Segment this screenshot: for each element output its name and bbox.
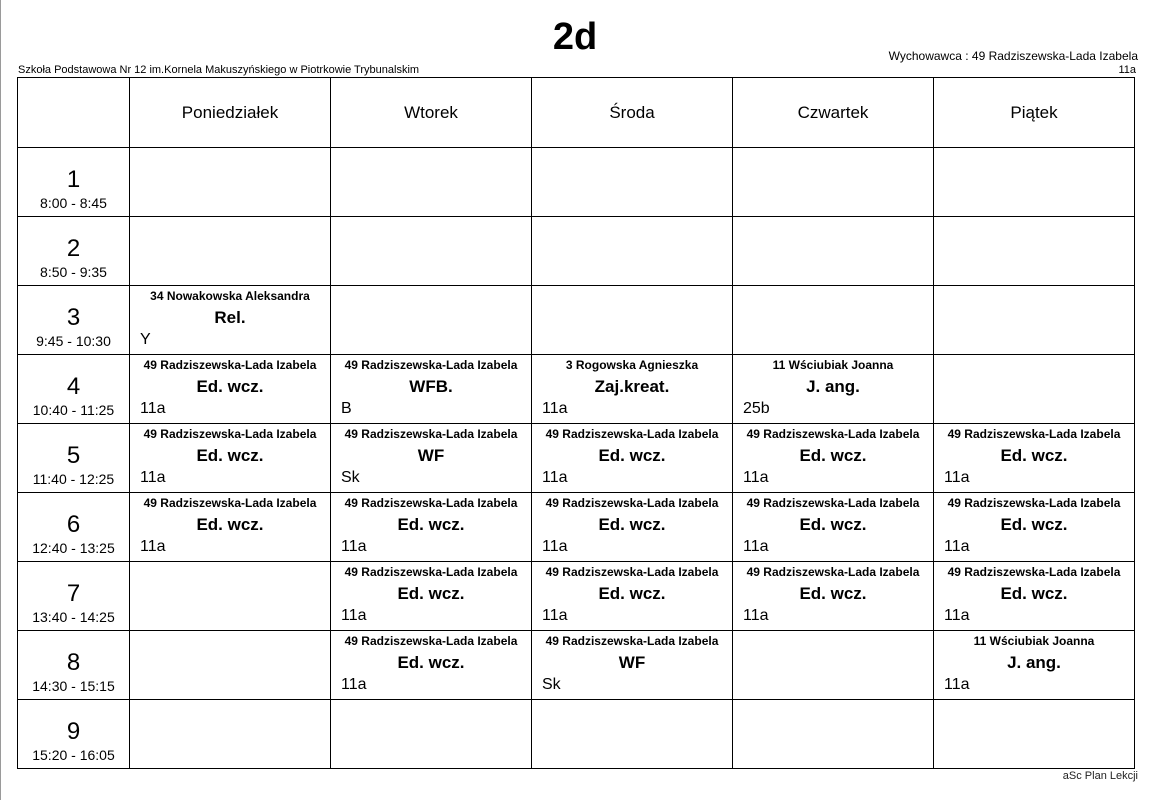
lesson-room: 11a (944, 676, 970, 693)
lesson-subject: Rel. (214, 308, 246, 327)
lesson-subject: Ed. wcz. (1000, 584, 1068, 603)
lesson-cell (331, 355, 532, 424)
lesson-room: 25b (743, 400, 770, 417)
lesson-cell-inner (331, 424, 531, 492)
lesson-cell-inner (934, 148, 1134, 216)
lesson-cell-inner (934, 562, 1134, 630)
period-cell-inner (18, 631, 129, 699)
period-cell (18, 286, 130, 355)
lesson-subject: Ed. wcz. (196, 377, 264, 396)
lesson-cell (130, 562, 331, 631)
lesson-cell (331, 631, 532, 700)
lesson-cell (934, 286, 1135, 355)
lesson-teacher: 49 Radziszewska-Lada Izabela (746, 427, 920, 441)
lesson-cell (532, 424, 733, 493)
lesson-teacher: 49 Radziszewska-Lada Izabela (947, 565, 1121, 579)
period-time: 10:40 - 11:25 (32, 402, 115, 418)
lesson-subject: Ed. wcz. (598, 584, 666, 603)
period-cell (18, 424, 130, 493)
lesson-cell-inner (532, 355, 732, 423)
lesson-cell (733, 355, 934, 424)
period-row (18, 217, 1135, 286)
lesson-cell-inner (331, 148, 531, 216)
lesson-cell-inner (733, 355, 933, 423)
footer-brand: aSc Plan Lekcji (1062, 770, 1138, 782)
lesson-cell (733, 286, 934, 355)
period-time: 12:40 - 13:25 (32, 540, 115, 556)
lesson-cell (331, 286, 532, 355)
lesson-cell-inner (934, 493, 1134, 561)
period-cell-inner (18, 148, 129, 216)
lesson-cell (532, 148, 733, 217)
period-number: 6 (66, 511, 81, 538)
lesson-cell-inner (532, 217, 732, 285)
lesson-cell (733, 148, 934, 217)
period-time: 11:40 - 12:25 (32, 471, 115, 487)
lesson-cell (331, 148, 532, 217)
lesson-room: 11a (542, 538, 568, 555)
lesson-cell (331, 562, 532, 631)
lesson-cell-inner (733, 562, 933, 630)
lesson-cell-inner (934, 286, 1134, 354)
lesson-subject: Ed. wcz. (799, 515, 867, 534)
period-cell-inner (18, 493, 129, 561)
lesson-cell (532, 217, 733, 286)
lesson-subject: Ed. wcz. (598, 515, 666, 534)
period-number: 2 (66, 235, 81, 262)
lesson-cell-inner (130, 286, 330, 354)
lesson-teacher: 49 Radziszewska-Lada Izabela (344, 427, 518, 441)
lesson-teacher: 49 Radziszewska-Lada Izabela (545, 427, 719, 441)
lesson-cell-inner (130, 355, 330, 423)
lesson-cell-inner (331, 217, 531, 285)
lesson-teacher: 49 Radziszewska-Lada Izabela (545, 634, 719, 648)
lesson-cell (130, 700, 331, 769)
period-time: 15:20 - 16:05 (32, 747, 115, 763)
period-cell (18, 493, 130, 562)
lesson-teacher: 49 Radziszewska-Lada Izabela (344, 358, 518, 372)
lesson-room: 11a (542, 469, 568, 486)
lesson-teacher: 11 Wściubiak Joanna (772, 358, 894, 372)
corner-cell (18, 78, 130, 148)
period-cell (18, 217, 130, 286)
lesson-cell (934, 631, 1135, 700)
period-row (18, 424, 1135, 493)
lesson-room: 11a (341, 538, 367, 555)
lesson-cell (532, 286, 733, 355)
lesson-cell (130, 217, 331, 286)
period-number: 5 (66, 442, 81, 469)
lesson-cell (331, 493, 532, 562)
lesson-cell-inner (532, 148, 732, 216)
lesson-cell (130, 424, 331, 493)
lesson-cell (331, 424, 532, 493)
lesson-subject: J. ang. (806, 377, 860, 396)
day-header: Wtorek (331, 78, 532, 148)
lesson-teacher: 49 Radziszewska-Lada Izabela (143, 358, 317, 372)
lesson-cell (934, 562, 1135, 631)
lesson-cell (733, 217, 934, 286)
period-row (18, 148, 1135, 217)
lesson-cell-inner (130, 493, 330, 561)
lesson-teacher: 49 Radziszewska-Lada Izabela (746, 565, 920, 579)
lesson-room: 11a (341, 607, 367, 624)
lesson-subject: WFB. (409, 377, 453, 396)
lesson-room: 11a (743, 607, 769, 624)
lesson-cell (733, 631, 934, 700)
lesson-cell-inner (532, 700, 732, 768)
lesson-teacher: 49 Radziszewska-Lada Izabela (143, 496, 317, 510)
lesson-cell-inner (331, 493, 531, 561)
period-row (18, 286, 1135, 355)
lesson-cell (331, 217, 532, 286)
lesson-teacher: 49 Radziszewska-Lada Izabela (344, 634, 518, 648)
lesson-cell-inner (733, 424, 933, 492)
timetable-grid (17, 77, 1135, 769)
period-row (18, 700, 1135, 769)
lesson-subject: Ed. wcz. (1000, 446, 1068, 465)
lesson-cell-inner (733, 286, 933, 354)
lesson-teacher: 49 Radziszewska-Lada Izabela (344, 496, 518, 510)
lesson-cell-inner (733, 631, 933, 699)
lesson-subject: Ed. wcz. (397, 515, 465, 534)
lesson-room: 11a (944, 538, 970, 555)
period-row (18, 631, 1135, 700)
period-cell-inner (18, 355, 129, 423)
lesson-cell-inner (130, 217, 330, 285)
period-number: 4 (66, 373, 81, 400)
lesson-subject: Ed. wcz. (397, 653, 465, 672)
lesson-teacher: 49 Radziszewska-Lada Izabela (746, 496, 920, 510)
lesson-subject: WF (618, 653, 646, 672)
period-cell-inner (18, 562, 129, 630)
period-cell-inner (18, 700, 129, 768)
lesson-cell-inner (934, 700, 1134, 768)
lesson-subject: Ed. wcz. (799, 446, 867, 465)
lesson-cell-inner (532, 286, 732, 354)
lesson-cell-inner (733, 700, 933, 768)
period-cell (18, 562, 130, 631)
lesson-subject: Zaj.kreat. (594, 377, 670, 396)
lesson-cell-inner (934, 217, 1134, 285)
period-time: 13:40 - 14:25 (32, 609, 115, 625)
period-time: 8:00 - 8:45 (40, 195, 107, 211)
period-time: 8:50 - 9:35 (40, 264, 107, 280)
period-cell (18, 355, 130, 424)
lesson-subject: WF (417, 446, 445, 465)
period-time: 9:45 - 10:30 (36, 333, 111, 349)
lesson-subject: Ed. wcz. (598, 446, 666, 465)
day-header: Piątek (934, 78, 1135, 148)
period-cell-inner (18, 217, 129, 285)
lesson-subject: Ed. wcz. (196, 446, 264, 465)
lesson-subject: Ed. wcz. (397, 584, 465, 603)
lesson-room: 11a (944, 607, 970, 624)
lesson-cell (532, 562, 733, 631)
lesson-cell (934, 148, 1135, 217)
lesson-cell (934, 424, 1135, 493)
form-tutor: Wychowawca : 49 Radziszewska-Lada Izabela (888, 49, 1138, 63)
lesson-room: B (341, 400, 352, 417)
form-tutor-room: 11a (1118, 64, 1136, 76)
lesson-cell-inner (733, 148, 933, 216)
period-cell (18, 700, 130, 769)
lesson-cell (532, 631, 733, 700)
lesson-cell-inner (331, 631, 531, 699)
lesson-room: Sk (341, 469, 360, 486)
lesson-subject: Ed. wcz. (1000, 515, 1068, 534)
lesson-cell-inner (934, 355, 1134, 423)
lesson-cell (532, 700, 733, 769)
lesson-teacher: 49 Radziszewska-Lada Izabela (344, 565, 518, 579)
period-row (18, 355, 1135, 424)
period-row (18, 493, 1135, 562)
lesson-subject: J. ang. (1007, 653, 1061, 672)
lesson-cell (130, 355, 331, 424)
period-row (18, 562, 1135, 631)
lesson-cell (733, 562, 934, 631)
lesson-cell-inner (331, 286, 531, 354)
day-header: Środa (532, 78, 733, 148)
lesson-cell-inner (532, 631, 732, 699)
lesson-cell (733, 424, 934, 493)
lesson-cell-inner (934, 631, 1134, 699)
lesson-teacher: 49 Radziszewska-Lada Izabela (545, 565, 719, 579)
period-cell (18, 148, 130, 217)
lesson-cell (733, 493, 934, 562)
lesson-cell (733, 700, 934, 769)
school-name: Szkoła Podstawowa Nr 12 im.Kornela Makuszyńskiego w Piotrkowie Trybunalskim (18, 64, 420, 76)
lesson-cell-inner (532, 493, 732, 561)
lesson-teacher: 49 Radziszewska-Lada Izabela (947, 496, 1121, 510)
period-number: 7 (66, 580, 81, 607)
lesson-cell-inner (532, 562, 732, 630)
lesson-cell-inner (331, 700, 531, 768)
lesson-subject: Ed. wcz. (799, 584, 867, 603)
lesson-cell (934, 493, 1135, 562)
period-cell (18, 631, 130, 700)
lesson-room: 11a (341, 676, 367, 693)
lesson-cell-inner (733, 493, 933, 561)
lesson-room: 11a (140, 400, 166, 417)
lesson-cell (934, 700, 1135, 769)
lesson-room: Sk (542, 676, 561, 693)
lesson-cell-inner (532, 424, 732, 492)
lesson-cell-inner (130, 700, 330, 768)
period-cell-inner (18, 424, 129, 492)
lesson-teacher: 49 Radziszewska-Lada Izabela (545, 496, 719, 510)
lesson-teacher: 11 Wściubiak Joanna (973, 634, 1095, 648)
lesson-cell-inner (130, 631, 330, 699)
lesson-room: Y (140, 331, 151, 348)
lesson-subject: Ed. wcz. (196, 515, 264, 534)
lesson-cell-inner (130, 148, 330, 216)
lesson-cell (130, 286, 331, 355)
lesson-teacher: 49 Radziszewska-Lada Izabela (947, 427, 1121, 441)
period-number: 1 (66, 166, 81, 193)
lesson-cell (130, 631, 331, 700)
day-header-row (18, 78, 1135, 148)
lesson-cell (934, 355, 1135, 424)
period-time: 14:30 - 15:15 (32, 678, 115, 694)
period-number: 8 (66, 649, 81, 676)
lesson-room: 11a (140, 538, 166, 555)
lesson-teacher: 34 Nowakowska Aleksandra (150, 289, 310, 303)
page-left-edge (0, 0, 1, 800)
class-title: 2d (552, 16, 598, 58)
lesson-cell-inner (331, 355, 531, 423)
period-cell-inner (18, 286, 129, 354)
lesson-room: 11a (542, 400, 568, 417)
lesson-cell-inner (733, 217, 933, 285)
period-number: 9 (66, 718, 81, 745)
lesson-room: 11a (944, 469, 970, 486)
lesson-cell (934, 217, 1135, 286)
period-number: 3 (66, 304, 81, 331)
lesson-teacher: 49 Radziszewska-Lada Izabela (143, 427, 317, 441)
lesson-cell (331, 700, 532, 769)
lesson-cell (532, 355, 733, 424)
lesson-room: 11a (743, 538, 769, 555)
lesson-teacher: 3 Rogowska Agnieszka (565, 358, 699, 372)
lesson-cell (532, 493, 733, 562)
lesson-cell-inner (934, 424, 1134, 492)
lesson-room: 11a (743, 469, 769, 486)
lesson-cell-inner (331, 562, 531, 630)
lesson-room: 11a (140, 469, 166, 486)
day-header: Poniedziałek (130, 78, 331, 148)
lesson-cell-inner (130, 424, 330, 492)
lesson-cell (130, 148, 331, 217)
day-header: Czwartek (733, 78, 934, 148)
lesson-cell-inner (130, 562, 330, 630)
lesson-cell (130, 493, 331, 562)
lesson-room: 11a (542, 607, 568, 624)
